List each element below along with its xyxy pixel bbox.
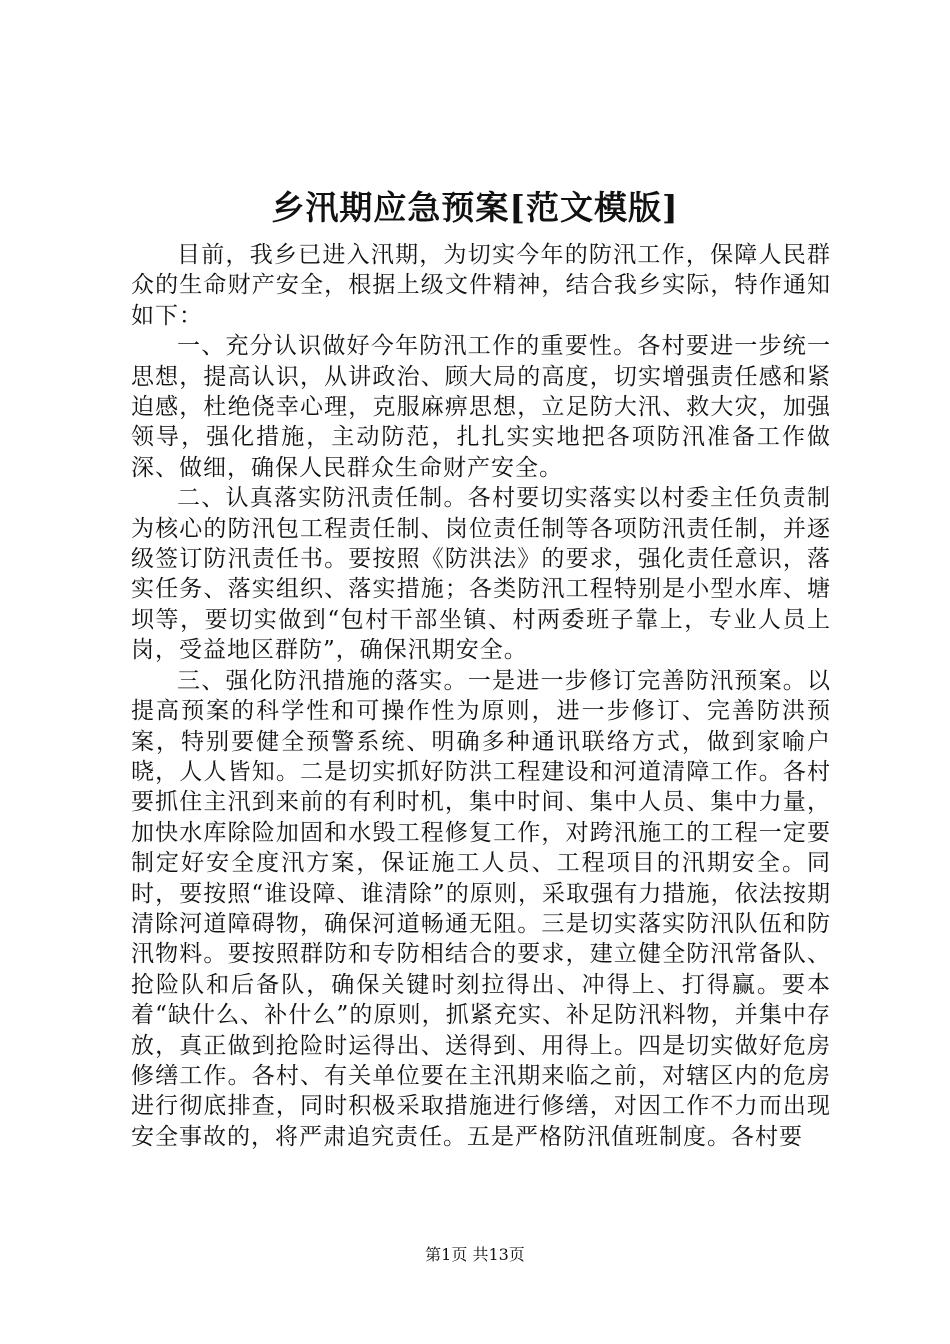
page-title: 乡汛期应急预案[范文模版] bbox=[271, 188, 679, 227]
paragraph-intro: 目前，我乡已进入汛期，为切实今年的防汛工作，保障人民群众的生命财产安全，根据上级文件精神，结合我乡实际，特作通知如下： bbox=[131, 242, 831, 329]
paragraph-section-3: 三、强化防汛措施的落实。一是进一步修订完善防汛预案。以提高预案的科学性和可操作性为原则，进一步修订、完善防洪预案，特别要健全预警系统、明确多种通讯联络方式，做到家喻户晓，人人皆知。二是切实抓好防洪工程建设和河道清障工作。各村要抓住主汛到来前的有利时机，集中时间、集中人员、集中力量，加快水库除险加固和水毁工程修复工作，对跨汛施工的工程一定要制定好安全度汛方案，保证施工人员、工程项目的汛期安全。同时，要按照“谁设障、谁清除”的原则，采取强有力措施，依法按期清除河道障碍物，确保河道畅通无阻。三是切实落实防汛队伍和防汛物料。要按照群防和专防相结合的要求，建立健全防汛常备队、抢险队和后备队，确保关键时刻拉得出、冲得上、打得赢。要本着“缺什么、补什么”的原则，抓紧充实、补足防汛料物，并集中存放，真正做到抢险时运得出、送得到、用得上。四是切实做好危房修缮工作。各村、有关单位要在主汛期来临之前，对辖区内的危房进行彻底排查，同时积极采取措施进行修缮，对因工作不力而出现安全事故的，将严肃追究责任。五是严格防汛值班制度。各村要 bbox=[131, 667, 831, 1150]
paragraph-section-2: 二、认真落实防汛责任制。各村要切实落实以村委主任负责制为核心的防汛包工程责任制、岗位责任制等各项防汛责任制，并逐级签订防汛责任书。要按照《防洪法》的要求，强化责任意识，落实任务、落实组织、落实措施；各类防汛工程特别是小型水库、塘坝等，要切实做到“包村干部坐镇、村两委班子靠上，专业人员上岗，受益地区群防”，确保汛期安全。 bbox=[131, 485, 831, 664]
page-number-footer: 第1页 共13页 bbox=[425, 1245, 525, 1264]
paragraph-section-1: 一、充分认识做好今年防汛工作的重要性。各村要进一步统一思想，提高认识，从讲政治、顾大局的高度，切实增强责任感和紧迫感，杜绝侥幸心理，克服麻痹思想，立足防大汛、救大灾，加强领导，强化措施，主动防范，扎扎实实地把各项防汛准备工作做深、做细，确保人民群众生命财产安全。 bbox=[131, 333, 831, 481]
document-body bbox=[131, 240, 831, 1152]
